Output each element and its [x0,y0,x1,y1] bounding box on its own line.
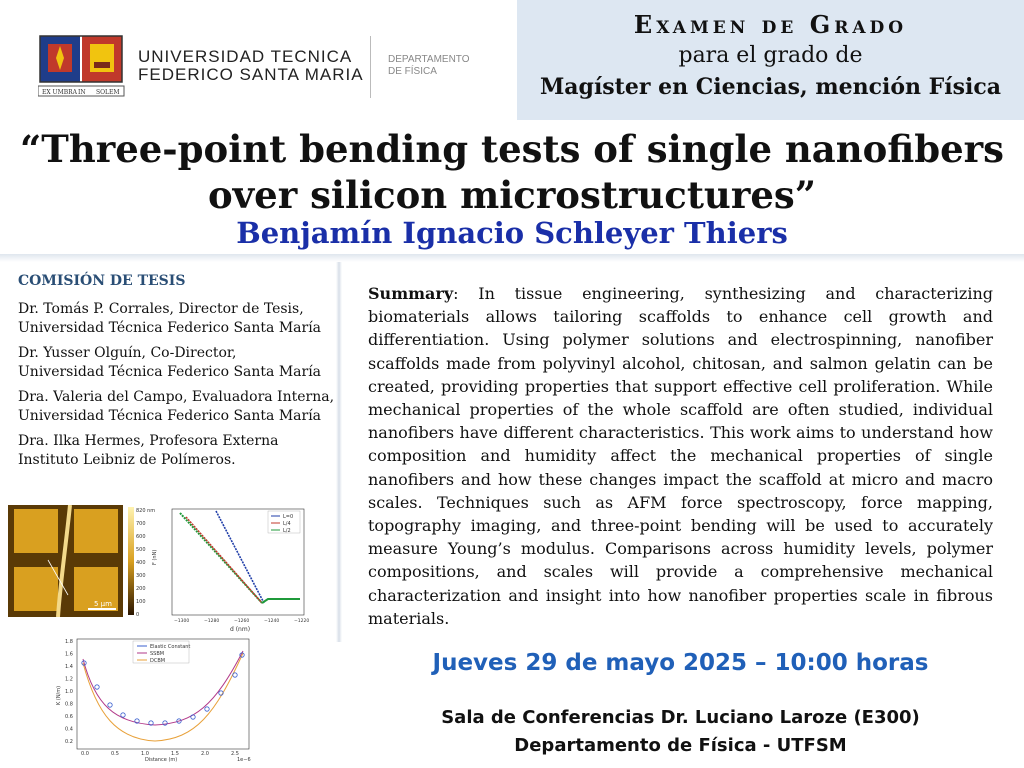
venue-line-2: Departamento de Física - UTFSM [514,735,847,756]
event-date: Jueves 29 de mayo 2025 – 10:00 horas [432,650,929,676]
svg-text:K (N/m): K (N/m) [56,685,62,705]
y-tick-label: 0.2 [65,739,73,745]
legend-label: L=0 [283,514,294,520]
colorbar-tick-label: 300 [136,573,146,579]
member-role: Dra. Valeria del Campo, Evaluadora Interna, [18,389,335,405]
thesis-title-line-2: over silicon microstructures” [208,173,816,217]
x-tick-label: 2.0 [201,751,209,757]
colorbar-tick-label: 0 [136,612,140,617]
venue-line-1: Sala de Conferencias Dr. Luciano Laroze (E300) [441,707,920,728]
summary-body: : In tissue engineering, synthesizing and characterizing biomaterials allows tailoring scaffolds to enhance cell growth and differentiation. Using polymer solutions and electrospinning, nanofiber scaffolds made from polyvinyl alcohol, chitosan, and salmon gelatin can be created, providing properties that support effective cell proliferation. While mechanical properties of the whole scaffold are often studied, individual nanofibers have different characteristics. This work aims to understand how composition and humidity affect the mechanical properties of single nanofibers and how these changes impact the scaffold at micro and macro scales. Techniques such as AFM force spectroscopy, force mapping, topography imaging, and three-point bending will be used to accurately measure Young’s modulus. Comparisons across humidity levels, polymer compositions, and scales will provide a comprehensive mechanical characterization and insight into how nanofiber properties scale in fibrous materials. [368,284,993,628]
committee-member [18,388,338,426]
svg-text:F (nN): F (nN) [152,549,158,565]
svg-text:5 µm: 5 µm [94,600,112,608]
exam-info-box [517,0,1024,120]
university-line-2: FEDERICO SANTA MARIA [138,65,364,84]
y-tick-label: 0.4 [65,726,73,733]
member-role: Dr. Tomás P. Corrales, Director de Tesis, [18,301,304,317]
y-tick-label: 1.8 [65,639,73,645]
member-affiliation: Universidad Técnica Federico Santa María [18,320,322,336]
x-tick-label: 1.5 [171,751,179,757]
department-line-2: DE FÍSICA [388,66,437,77]
y-tick-label: 1.0 [65,689,73,695]
department-line-1: DEPARTAMENTO [388,54,470,65]
colorbar-tick-label: 400 [136,560,146,566]
svg-text:1e−6: 1e−6 [237,757,251,763]
member-affiliation: Instituto Leibniz de Polímeros. [18,452,236,468]
committee-member [18,300,338,338]
member-affiliation: Universidad Técnica Federico Santa María [18,408,322,424]
svg-text:Distance (m): Distance (m) [145,757,178,763]
legend-label: SSBM [150,651,165,657]
svg-text:EX UMBRA: EX UMBRA [42,89,78,96]
force-distance-plot [150,505,310,633]
event-venue [368,704,993,760]
legend-label: Elastic Constant [150,644,191,650]
svg-text:SOLEM: SOLEM [96,89,120,96]
member-affiliation: Universidad Técnica Federico Santa María [18,364,322,380]
exam-subtitle: para el grado de [678,43,863,68]
elastic-constant-plot [55,635,255,763]
y-tick-label: 1.6 [65,651,73,658]
x-tick-label: −1260 [234,619,250,624]
colorbar-tick-label: 600 [136,534,146,540]
exam-degree: Magíster en Ciencias, mención Física [539,74,1002,100]
exam-title: Examen de Grado [633,10,908,39]
author-name: Benjamín Ignacio Schleyer Thiers [236,216,788,250]
x-tick-label: −1300 [174,619,190,624]
thesis-title-line-1: “Three-point bending tests of single nanofibers [20,127,1004,171]
colorbar-tick-label: 500 [136,547,146,553]
section-divider [0,254,1024,262]
member-role: Dr. Yusser Olguín, Co-Director, [18,345,237,361]
svg-text:d (nm): d (nm) [230,626,251,633]
summary-label: Summary [368,284,454,303]
x-tick-label: 1.0 [141,751,149,757]
afm-topography-image [8,505,123,617]
svg-text:IN: IN [78,89,86,96]
colorbar-tick-label: 100 [136,599,146,605]
svg-text:820 nm: 820 nm [136,508,156,514]
committee-list [18,300,338,476]
university-line-1: UNIVERSIDAD TECNICA [138,47,353,66]
y-tick-label: 1.2 [65,676,73,683]
committee-heading: COMISIÓN DE TESIS [18,273,186,289]
summary-text [368,282,993,630]
x-tick-label: −1280 [204,619,220,624]
thesis-title [0,126,1024,218]
member-role: Dra. Ilka Hermes, Profesora Externa [18,433,279,449]
x-tick-label: 0.0 [81,751,89,757]
colorbar-tick-label: 200 [136,586,146,592]
legend-label: L/4 [283,521,291,527]
legend-label: DCBM [150,658,166,664]
legend-label: L/2 [283,528,291,534]
committee-member [18,432,338,470]
x-tick-label: −1240 [264,619,280,624]
y-tick-label: 0.6 [65,714,73,720]
x-tick-label: 2.5 [231,751,239,757]
university-name [138,48,364,84]
university-logo [38,34,126,98]
header-separator [370,36,371,98]
y-tick-label: 0.8 [65,701,73,708]
colorbar-tick-label: 700 [136,521,146,527]
committee-member [18,344,338,382]
x-tick-label: 0.5 [111,751,119,757]
y-tick-label: 1.4 [65,664,73,670]
x-tick-label: −1220 [294,619,310,624]
department-name [388,54,470,78]
